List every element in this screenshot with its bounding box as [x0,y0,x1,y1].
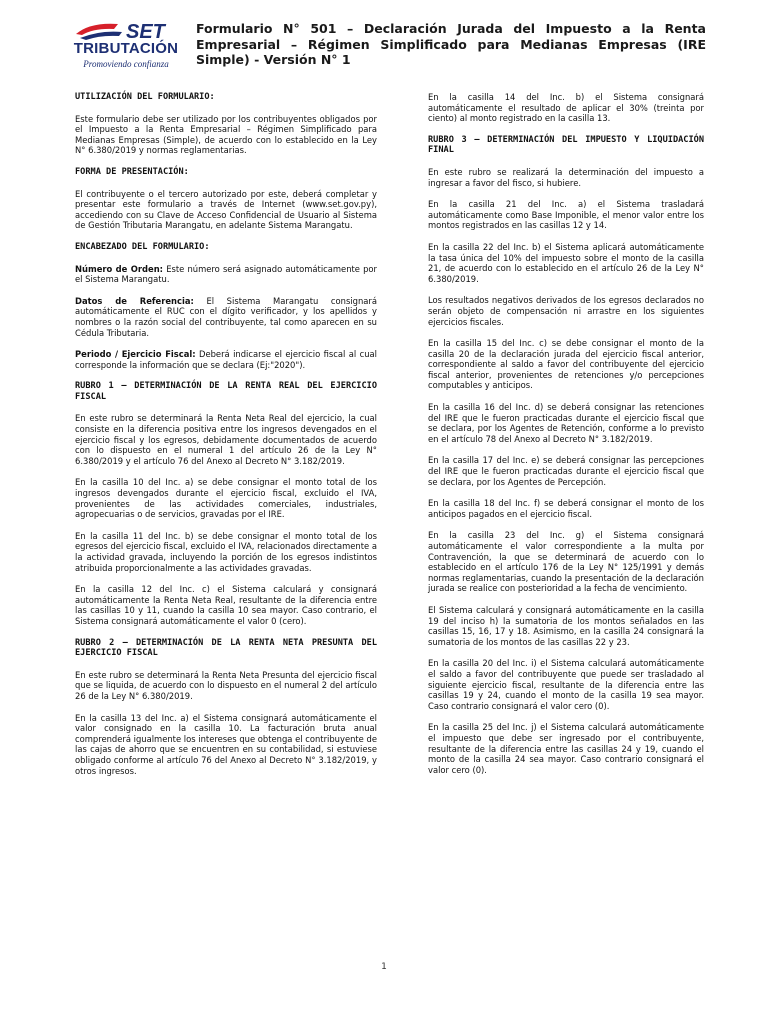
paragraph: En la casilla 20 del Inc. i) el Sistema calculará automáticamente el saldo a favor del contribuyente que puede ser trasladado al siguiente ejercicio fiscal, resultante de la diferencia entre las casillas 19 y 24, cuando el monto de la casilla 19 sea mayor. Caso contrario consignará el valor cero (0). [428,658,704,711]
paragraph: El Sistema calculará y consignará automáticamente en la casilla 19 del inciso h) la sumatoria de los montos señalados en las casillas 15, 16, 17 y 18. Asimismo, en la casilla 24 consignará la sumatoria de los montos de las casillas 22 y 23. [428,604,704,647]
paragraph-referencia [75,296,377,338]
paragraph: En la casilla 14 del Inc. b) el Sistema consignará automáticamente el resultado de aplicar el 30% (treinta por ciento) al monto registrado en la casilla 13. [428,92,704,124]
form-title: Formulario N° 501 – Declaración Jurada del Impuesto a la Renta Empresarial – Régimen Simplificado para Medianas Empresas (IRE Simple) - Versión N° 1 [196,21,706,67]
right-column [428,92,704,786]
set-logo-mark-icon [70,20,182,42]
paragraph: En la casilla 10 del Inc. a) se debe consignar el monto total de los ingresos devengados durante el ejercicio fiscal, excluido el IVA, provenientes de las actividades comerciales, industriales, agropecuarias o de servicios, gravadas por el IRE. [75,477,377,520]
paragraph: El contribuyente o el tercero autorizado por este, deberá completar y presentar este formulario a través de Internet (www.set.gov.py), accediendo con su Clave de Acceso Confidencial de Usuario al Sistema de Gestión Tributaria Marangatu, en adelante Sistema Marangatu. [75,188,377,231]
section-heading-forma: FORMA DE PRESENTACIÓN: [75,166,189,177]
term-text: Deberá indicarse el ejercicio fiscal al cual corresponde la información que se declara (Ej:"2020"). [75,349,377,370]
paragraph: En este rubro se determinará la Renta Neta Presunta del ejercicio fiscal que se liquida, de acuerdo con lo dispuesto en el numeral 2 del artículo 26 de la Ley N° 6.380/2019. [75,669,377,701]
paragraph: En la casilla 18 del Inc. f) se deberá consignar el monto de los anticipos pagados en el ejercicio fiscal. [428,498,704,519]
paragraph: En la casilla 25 del Inc. j) el Sistema calculará automáticamente el impuesto que debe ser ingresado por el contribuyente, resultante de la diferencia entre las casillas 24 y 19, cuando el monto de la casilla 24 sea mayor. Caso contrario consignará el valor cero (0). [428,722,704,775]
section-heading-rubro-2: RUBRO 2 – DETERMINACIÓN DE LA RENTA NETA PRESUNTA DEL EJERCICIO FISCAL [75,637,377,659]
section-heading-rubro-3: RUBRO 3 – DETERMINACIÓN DEL IMPUESTO Y LIQUIDACIÓN FINAL [428,134,704,156]
left-column [75,92,377,787]
section-heading-uso: UTILIZACIÓN DEL FORMULARIO: [75,92,215,102]
paragraph: En la casilla 21 del Inc. a) el Sistema trasladará automáticamente como Base Imponible, el menor valor entre los montos registrados en las casillas 12 y 14. [428,199,704,231]
paragraph-orden [75,264,377,285]
paragraph: En la casilla 11 del Inc. b) se debe consignar el monto total de los egresos del ejercicio fiscal, excluido el IVA, relacionados directamente a la actividad gravada, incluyendo la porción de los egresos indistintos atribuida proporcionalmente a las actividades gravadas. [75,530,377,573]
set-logo [70,20,182,70]
paragraph: En la casilla 23 del Inc. g) el Sistema consignará automáticamente el valor correspondiente a la multa por Contravención, la que se determinará de acuerdo con lo establecido en el artículo 176 de la Ley N° 125/1991 y demás normas reglamentarias, cuando la presentación de la declaración jurada se realice con posterioridad a la fecha de vencimiento. [428,530,704,594]
term-text: Este número será asignado automáticamente por el Sistema Marangatu. [75,263,377,285]
paragraph: Los resultados negativos derivados de los egresos declarados no serán objeto de compensación ni arrastre en los siguientes ejercicios fiscales. [428,295,704,327]
paragraph: En la casilla 13 del Inc. a) el Sistema consignará automáticamente el valor consignado en la casilla 10. La facturación bruta anual comprenderá igualmente los intereses que obtenga el contribuyente de las cajas de ahorro que se encuentren en su contabilidad, si estuviese obligado conforme al artículo 76 del Anexo al Decreto N° 3.182/2019, y otros ingresos. [75,712,377,776]
term-label: Número de Orden: [75,263,164,274]
term-text: El Sistema Marangatu consignará automáticamente el RUC con el dígito verificador, y los apellidos y nombres o la razón social del contribuyente, tal como aparecen en su Cédula Tributaria. [75,295,377,338]
paragraph: En este rubro se determinará la Renta Neta Real del ejercicio, la cual consiste en la diferencia positiva entre los ingresos devengados en el ejercicio fiscal y los egresos, debidamente documentados de acuerdo con lo dispuesto en el numeral 1 del artículo 26 de la Ley N° 6.380/2019 y el artículo 76 del Anexo al Decreto N° 3.182/2019. [75,413,377,466]
paragraph: En la casilla 17 del Inc. e) se deberá consignar las percepciones del IRE que le fueron practicadas durante el ejercicio fiscal que se declara, por los Agentes de Percepción. [428,455,704,487]
paragraph-periodo [75,349,377,370]
paragraph: En este rubro se realizará la determinación del impuesto a ingresar a favor del fisco, si hubiere. [428,166,704,188]
term-label: Periodo / Ejercicio Fiscal: [75,349,196,360]
term-label: Datos de Referencia: [75,295,194,306]
paragraph: En la casilla 16 del Inc. d) se deberá consignar las retenciones del IRE que le fueron practicadas durante el ejercicio fiscal que se declara, por los Agentes de Retención, conforme a lo previsto en el artículo 78 del Anexo al Decreto N° 3.182/2019. [428,402,704,444]
paragraph: Este formulario debe ser utilizado por los contribuyentes obligados por el Impuesto a la Renta Empresarial – Régimen Simplificado para Medianas Empresas (Simple), de acuerdo con lo establecido en la Ley N° 6.380/2019 y normas reglamentarias. [75,113,377,156]
svg-text:SET: SET [126,21,165,42]
page-number: 1 [381,962,387,972]
paragraph: En la casilla 12 del Inc. c) el Sistema calculará y consignará automáticamente la Renta Neta Real, resultante de la diferencia entre las casillas 10 y 11, cuando la casilla 10 sea mayor. Caso contrario, el Sistema consignará automáticamente el valor 0 (cero). [75,584,377,626]
paragraph: En la casilla 22 del Inc. b) el Sistema aplicará automáticamente la tasa única del 10% del impuesto sobre el monto de la casilla 21, de acuerdo con lo establecido en el artículo 26 de la Ley N° 6.380/2019. [428,241,704,284]
logo-brand-text: TRIBUTACIÓN [73,40,179,57]
paragraph: En la casilla 15 del Inc. c) se debe consignar el monto de la casilla 20 de la declaración jurada del ejercicio fiscal anterior, correspondiente al saldo a favor del contribuyente del ejercicio fiscal anterior, provenientes de retenciones y/o percepciones computables y anticipos. [428,338,704,391]
logo-tagline: Promoviendo confianza [83,59,169,69]
section-heading-rubro-1: RUBRO 1 – DETERMINACIÓN DE LA RENTA REAL DEL EJERCICIO FISCAL [75,381,377,402]
section-heading-encabezado: ENCABEZADO DEL FORMULARIO: [75,241,210,252]
